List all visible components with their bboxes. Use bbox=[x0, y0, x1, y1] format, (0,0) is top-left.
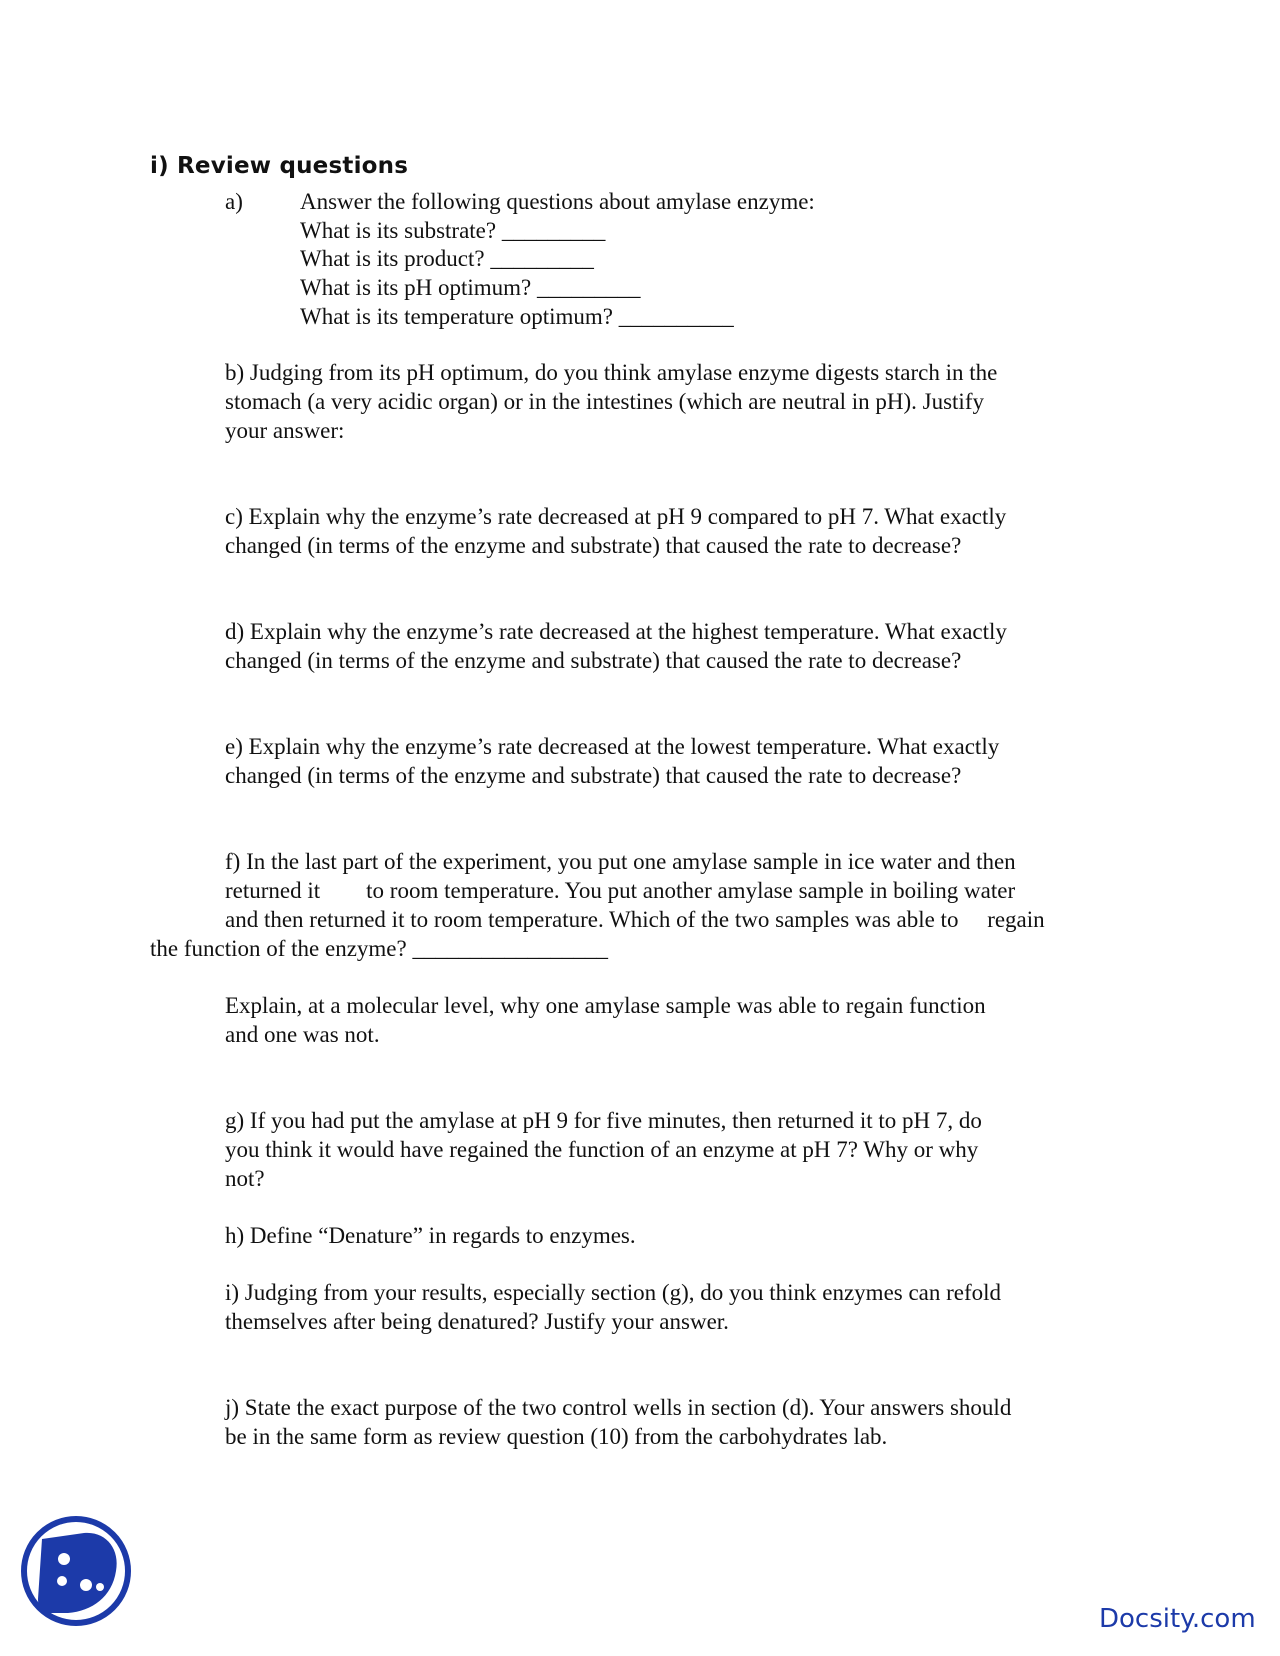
question-a-ph: What is its pH optimum? _________ bbox=[300, 275, 641, 300]
question-f-line: returned it to room temperature. You put another amylase sample in boiling water bbox=[225, 878, 1016, 903]
question-b-line: b) Judging from its pH optimum, do you think amylase enzyme digests starch in the bbox=[225, 360, 998, 385]
question-c-line: c) Explain why the enzyme’s rate decreased at pH 9 compared to pH 7. What exactly bbox=[225, 504, 1007, 529]
question-j-line: be in the same form as review question (10) from the carbohydrates lab. bbox=[225, 1424, 888, 1449]
question-g-line: you think it would have regained the function of an enzyme at pH 7? Why or why bbox=[225, 1137, 979, 1162]
question-g-line: g) If you had put the amylase at pH 9 for five minutes, then returned it to pH 7, do bbox=[225, 1108, 982, 1133]
question-h-line: h) Define “Denature” in regards to enzymes. bbox=[225, 1223, 636, 1248]
docsity-logo-icon bbox=[20, 1515, 132, 1627]
question-i-line: i) Judging from your results, especially section (g), do you think enzymes can refold bbox=[225, 1280, 1002, 1305]
question-f-explain-line: and one was not. bbox=[225, 1022, 380, 1047]
question-d-line: d) Explain why the enzyme’s rate decreased at the highest temperature. What exactly bbox=[225, 619, 1007, 644]
question-a-temperature: What is its temperature optimum? __________ bbox=[300, 304, 734, 329]
question-b-line: your answer: bbox=[225, 418, 345, 443]
question-a-product: What is its product? _________ bbox=[300, 246, 594, 271]
question-b-line: stomach (a very acidic organ) or in the intestines (which are neutral in pH). Justify bbox=[225, 389, 984, 414]
question-f-explain-line: Explain, at a molecular level, why one amylase sample was able to regain function bbox=[225, 993, 986, 1018]
question-c-line: changed (in terms of the enzyme and substrate) that caused the rate to decrease? bbox=[225, 533, 962, 558]
question-f-line: and then returned it to room temperature. Which of the two samples was able to regain bbox=[225, 907, 1045, 932]
section-heading: i) Review questions bbox=[150, 153, 409, 179]
question-f-line: the function of the enzyme? _________________ bbox=[150, 936, 608, 961]
question-g-line: not? bbox=[225, 1166, 265, 1191]
question-a-intro: Answer the following questions about amylase enzyme: bbox=[300, 189, 815, 214]
question-e-line: e) Explain why the enzyme’s rate decreased at the lowest temperature. What exactly bbox=[225, 734, 1000, 759]
question-j-line: j) State the exact purpose of the two control wells in section (d). Your answers should bbox=[225, 1395, 1012, 1420]
question-e-line: changed (in terms of the enzyme and substrate) that caused the rate to decrease? bbox=[225, 763, 962, 788]
docsity-watermark[interactable]: Docsity.com bbox=[1099, 1604, 1256, 1634]
question-a-label: a) bbox=[225, 189, 243, 214]
question-d-line: changed (in terms of the enzyme and substrate) that caused the rate to decrease? bbox=[225, 648, 962, 673]
question-a-substrate: What is its substrate? _________ bbox=[300, 218, 606, 243]
question-f-line: f) In the last part of the experiment, you put one amylase sample in ice water and then bbox=[225, 849, 1016, 874]
question-i-line: themselves after being denatured? Justify your answer. bbox=[225, 1309, 729, 1334]
